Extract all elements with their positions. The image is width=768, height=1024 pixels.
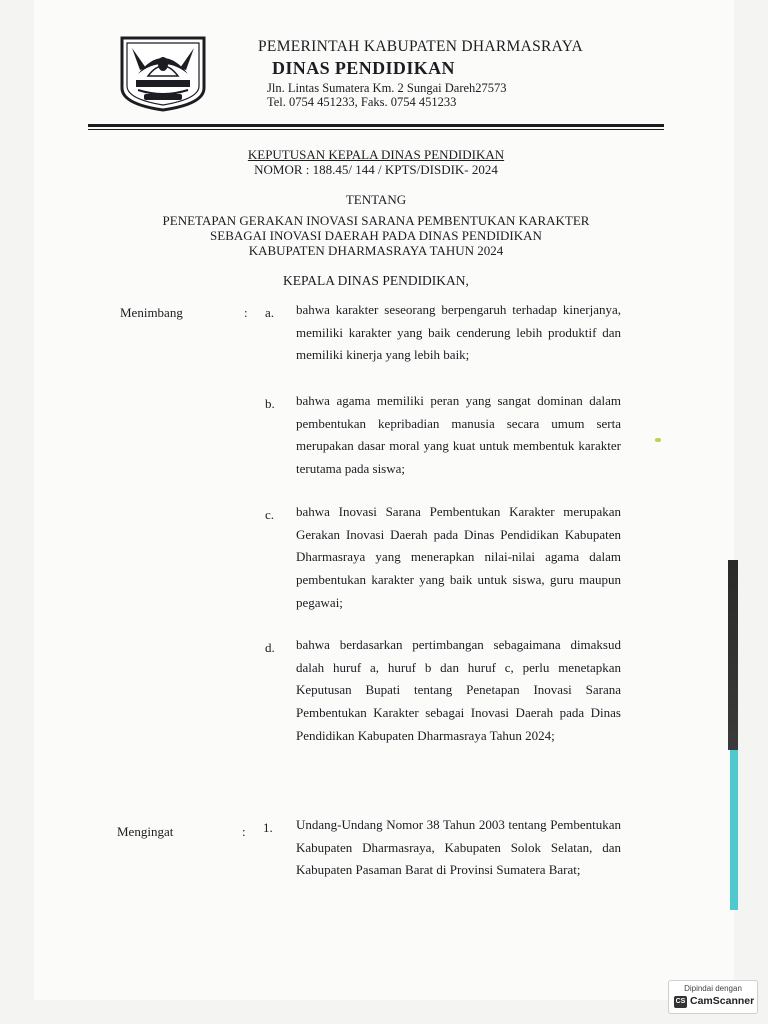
scan-edge-color [730,750,738,910]
menimbang-label: Menimbang [120,305,183,320]
scanner-app-name: CamScanner [690,995,755,1007]
menimbang-item-text: bahwa berdasarkan pertimbangan sebagaimana dimaksud dalah huruf a, huruf b dan huruf c, perlu menetapkan Keputusan Bupati tentang Penetapan Inovasi Sarana Pembentukan Karakter sebagai Inovasi Daerah pada Dinas Pendidikan Kabupaten Dharmasraya Tahun 2024; [296,637,621,743]
decree-issuer: KEPALA DINAS PENDIDIKAN, [283,273,469,288]
scanner-caption: Dipindai dengan [684,984,742,993]
scanner-watermark [668,980,758,1014]
decree-subject-line: SEBAGAI INOVASI DAERAH PADA DINAS PENDIDIKAN [210,228,542,243]
decree-subject-line: KABUPATEN DHARMASRAYA TAHUN 2024 [248,243,504,258]
mengingat-colon: : [242,824,246,839]
decree-about: TENTANG [345,192,407,207]
camscanner-icon: CS [674,996,687,1008]
letterhead-rule-thick [88,124,664,127]
menimbang-item-mark: c. [265,507,275,522]
menimbang-item-text: bahwa agama memiliki peran yang sangat dominan dalam pembentukan kepribadian manusia secara umum serta merupakan dasar moral yang kuat untuk membentuk karakter terutama pada siswa; [296,393,621,477]
mengingat-item-mark: 1. [263,820,273,835]
letterhead-rule-thin [88,129,664,130]
menimbang-colon: : [244,305,248,320]
scan-speck [655,438,661,442]
decree-number: NOMOR : 188.45/ 144 / KPTS/DISDIK- 2024 [254,162,498,177]
regency-emblem-logo [118,34,208,112]
mengingat-item-text: Undang-Undang Nomor 38 Tahun 2003 tentang Pembentukan Kabupaten Dharmasraya, Kabupaten Solok Selatan, dan Kabupaten Pasaman Barat di Provinsi Sumatera Barat; [296,817,621,878]
decree-title: KEPUTUSAN KEPALA DINAS PENDIDIKAN [247,147,505,162]
menimbang-item-text: bahwa Inovasi Sarana Pembentukan Karakter merupakan Gerakan Inovasi Daerah pada Dinas Pendidikan Kabupaten Dharmasraya yang menerapkan nilai-nilai agama dalam pembentukan karakter yang baik untuk siswa, guru maupun pegawai; [296,504,621,610]
letterhead-phone: Tel. 0754 451233, Faks. 0754 451233 [267,95,457,109]
letterhead-government: PEMERINTAH KABUPATEN DHARMASRAYA [258,38,584,55]
letterhead-agency: DINAS PENDIDIKAN [272,58,455,78]
decree-subject-line: PENETAPAN GERAKAN INOVASI SARANA PEMBENTUKAN KARAKTER [162,213,590,228]
menimbang-item-mark: d. [265,640,275,655]
scan-edge-shadow [728,560,738,750]
mengingat-label: Mengingat [117,824,174,839]
menimbang-item-mark: b. [265,396,275,411]
menimbang-item-text: bahwa karakter seseorang berpengaruh terhadap kinerjanya, memiliki karakter yang baik cenderung lebih produktif dan memiliki kinerja yang lebih baik; [296,302,621,363]
decree-subject [88,213,664,258]
letterhead-address: Jln. Lintas Sumatera Km. 2 Sungai Dareh27573 [267,81,507,95]
menimbang-item-mark: a. [265,305,275,320]
